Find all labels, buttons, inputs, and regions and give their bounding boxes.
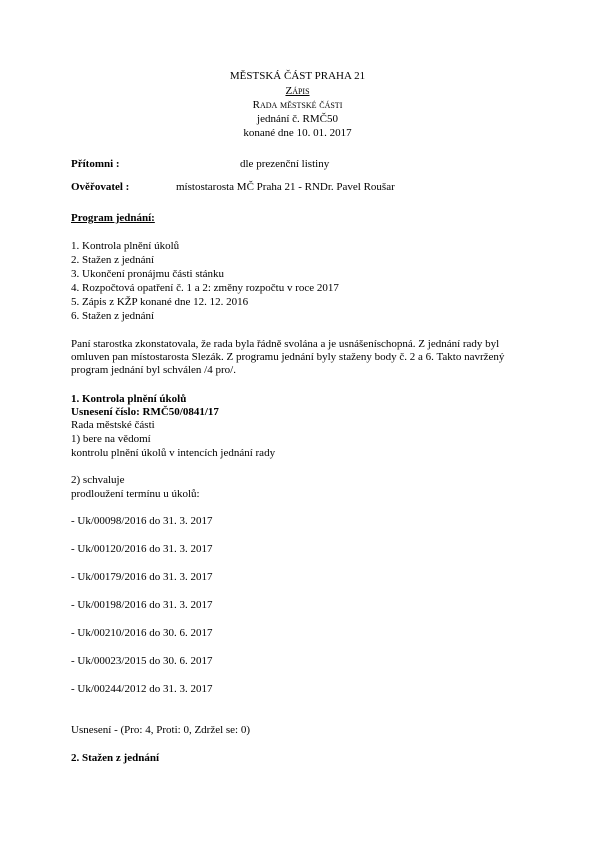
council-name: Rada městské části <box>252 99 343 111</box>
point2-heading: 2) schvaluje <box>71 474 125 486</box>
task-item: - Uk/00244/2012 do 31. 3. 2017 <box>71 683 213 695</box>
point1-heading: 1) bere na vědomí <box>71 433 151 445</box>
resolution-body: Rada městské části <box>71 419 155 431</box>
task-item: - Uk/00023/2015 do 30. 6. 2017 <box>71 655 213 667</box>
point2-text: prodloužení termínu u úkolů: <box>71 488 200 500</box>
task-item: - Uk/00098/2016 do 31. 3. 2017 <box>71 515 213 527</box>
program-item: 6. Stažen z jednání <box>71 310 155 322</box>
verifier-label: Ověřovatel : <box>71 181 130 193</box>
program-item: 5. Zápis z KŽP konané dne 12. 12. 2016 <box>71 296 249 308</box>
present-label: Přítomni : <box>71 158 120 170</box>
task-item: - Uk/00210/2016 do 30. 6. 2017 <box>71 627 213 639</box>
vote-result: Usnesení - (Pro: 4, Proti: 0, Zdržel se: 0) <box>71 724 251 736</box>
verifier-value: místostarosta MČ Praha 21 - RNDr. Pavel Roušar <box>176 181 395 193</box>
present-value: dle prezenční listiny <box>240 158 330 170</box>
point1-text: kontrolu plnění úkolů v intencích jednání rady <box>71 447 276 459</box>
program-item: 3. Ukončení pronájmu části stánku <box>71 268 225 280</box>
municipality-title: MĚSTSKÁ ČÁST PRAHA 21 <box>229 70 366 82</box>
task-item: - Uk/00179/2016 do 31. 3. 2017 <box>71 571 213 583</box>
program-item: 1. Kontrola plnění úkolů <box>71 240 180 252</box>
section1-title: 1. Kontrola plnění úkolů <box>71 393 187 405</box>
program-heading: Program jednání: <box>71 212 155 224</box>
program-item: 4. Rozpočtová opatření č. 1 a 2: změny rozpočtu v roce 2017 <box>71 282 339 294</box>
meeting-number: jednání č. RMČ50 <box>257 113 338 125</box>
resolution-number: Usnesení číslo: RMČ50/0841/17 <box>71 406 219 418</box>
document-type: Zápis <box>285 85 310 97</box>
program-item: 2. Stažen z jednání <box>71 254 155 266</box>
intro-paragraph: Paní starostka zkonstatovala, že rada byla řádně svolána a je usnášeníschopná. Z jednání rady byl omluven pan místostarosta Slezák. Z programu jednání byly staženy body č. 2 a 6. Takto navržený program jednání byl schválen /4 pro/. <box>71 338 505 376</box>
task-item: - Uk/00120/2016 do 31. 3. 2017 <box>71 543 213 555</box>
section2-title: 2. Stažen z jednání <box>71 752 159 764</box>
task-item: - Uk/00198/2016 do 31. 3. 2017 <box>71 599 213 611</box>
meeting-date: konané dne 10. 01. 2017 <box>243 127 352 139</box>
